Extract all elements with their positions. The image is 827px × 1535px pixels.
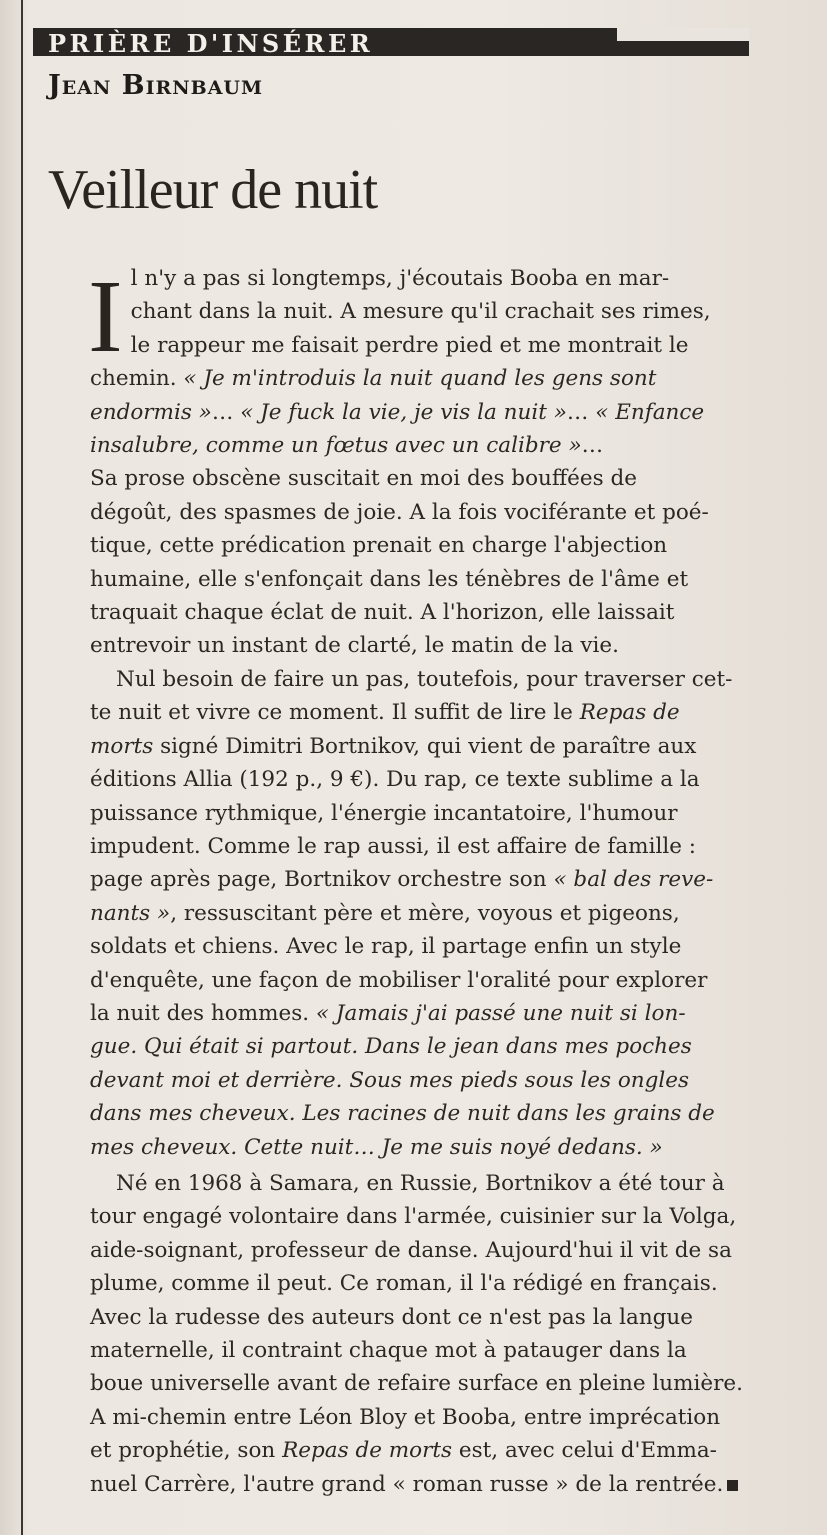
text-span: page après page, Bortnikov orchestre son xyxy=(90,867,554,893)
text-span: est, avec celui d'Emma- xyxy=(452,1438,717,1464)
text-line: impudent. Comme le rap aussi, il est affaire de famille : xyxy=(90,834,696,860)
book-title: morts xyxy=(90,733,154,759)
text-span: et prophétie, son xyxy=(90,1438,283,1464)
end-mark xyxy=(727,1480,738,1491)
article-body-continued xyxy=(90,663,752,1164)
quote-span: nants » xyxy=(90,900,171,926)
text-line: traquait chaque éclat de nuit. A l'horizon, elle laissait xyxy=(90,600,675,626)
quote-line: devant moi et derrière. Sous mes pieds sous les ongles xyxy=(90,1067,690,1093)
text-line: Avec la rudesse des auteurs dont ce n'est pas la langue xyxy=(90,1304,694,1330)
article-body xyxy=(88,259,752,663)
text-span: te nuit et vivre ce moment. Il suffit de lire le xyxy=(90,700,580,726)
article-body-final xyxy=(90,1167,752,1501)
paragraph-2 xyxy=(90,663,752,1164)
quote-span: insalubre, comme un fœtus avec un calibre » xyxy=(90,433,582,459)
text-line xyxy=(90,396,752,429)
quote-span: « Je fuck la vie, je vis la nuit » xyxy=(240,399,567,425)
text-line: boue universelle avant de refaire surface en pleine lumière. xyxy=(90,1371,743,1397)
text-line: entrevoir un instant de clarté, le matin de la vie. xyxy=(90,633,619,659)
book-title: Repas de xyxy=(579,700,680,726)
text-line xyxy=(90,997,752,1030)
quote-span: « Jamais j'ai passé une nuit si lon- xyxy=(315,1001,686,1027)
text-line: humaine, elle s'enfonçait dans les ténèbres de l'âme et xyxy=(90,566,689,592)
text-line: Nul besoin de faire un pas, toutefois, pour traverser cet- xyxy=(116,667,733,692)
text-line: tour engagé volontaire dans l'armée, cuisinier sur la Volga, xyxy=(90,1204,737,1230)
text-span: , ressuscitant père et mère, voyous et pigeons, xyxy=(170,900,680,926)
quote-line: dans mes cheveux. Les racines de nuit dans les grains de xyxy=(90,1101,715,1127)
quote-span: « Je m'introduis la nuit quand les gens sont xyxy=(183,366,657,392)
text-line: d'enquête, une façon de mobiliser l'oralité pour explorer xyxy=(90,967,708,993)
quote-line: gue. Qui était si partout. Dans le jean dans mes poches xyxy=(90,1034,692,1060)
text-line: éditions Allia (192 p., 9 €). Du rap, ce texte sublime a la xyxy=(90,767,700,793)
paragraph-3 xyxy=(90,1167,752,1501)
text-line: tique, cette prédication prenait en charge l'abjection xyxy=(90,533,668,559)
text-line: Sa prose obscène suscitait en moi des bouffées de xyxy=(90,466,637,492)
author-byline: Jean Birnbaum xyxy=(48,70,264,101)
quote-span: « bal des reve- xyxy=(553,867,714,893)
text-line xyxy=(90,696,752,729)
text-line xyxy=(90,730,752,763)
text-span: … xyxy=(211,399,241,425)
article-title: Veilleur de nuit xyxy=(48,159,378,221)
paragraph-1 xyxy=(88,259,752,663)
drop-cap: I xyxy=(88,259,123,374)
text-span: … xyxy=(566,399,596,425)
text-line: chant dans la nuit. A mesure qu'il crachait ses rimes, xyxy=(130,299,711,325)
text-line: plume, comme il peut. Ce roman, il l'a rédigé en français. xyxy=(90,1271,718,1297)
book-title: Repas de morts xyxy=(282,1438,453,1464)
text-line xyxy=(90,863,752,896)
text-span: … xyxy=(581,433,604,459)
text-span: la nuit des hommes. xyxy=(90,1001,316,1027)
text-line: aide-soignant, professeur de danse. Aujourd'hui il vit de sa xyxy=(90,1237,732,1263)
text-line: A mi-chemin entre Léon Bloy et Booba, entre imprécation xyxy=(90,1404,721,1430)
text-line: le rappeur me faisait perdre pied et me montrait le xyxy=(130,332,689,358)
quote-span: « Enfance xyxy=(595,399,705,425)
text-span: signé Dimitri Bortnikov, qui vient de paraître aux xyxy=(153,733,697,759)
text-line: Né en 1968 à Samara, en Russie, Bortnikov a été tour à xyxy=(116,1171,725,1196)
text-line xyxy=(90,897,752,930)
text-line xyxy=(90,1468,752,1501)
quote-line: mes cheveux. Cette nuit… Je me suis noyé dedans. » xyxy=(90,1134,663,1160)
text-line: puissance rythmique, l'énergie incantatoire, l'humour xyxy=(90,800,678,826)
text-span: chemin. xyxy=(90,366,184,392)
text-line: soldats et chiens. Avec le rap, il partage enfin un style xyxy=(90,934,682,960)
column-rule xyxy=(21,0,23,1535)
text-span: nuel Carrère, l'autre grand « roman russe » de la rentrée. xyxy=(90,1471,724,1497)
text-line xyxy=(90,429,752,462)
text-line xyxy=(90,362,752,395)
rubric-label: PRIÈRE D'INSÉRER xyxy=(48,29,374,58)
text-line xyxy=(90,1434,752,1467)
text-line: dégoût, des spasmes de joie. A la fois vociférante et poé- xyxy=(90,499,709,525)
text-line: maternelle, il contraint chaque mot à patauger dans la xyxy=(90,1338,687,1364)
text-line: l n'y a pas si longtemps, j'écoutais Booba en mar- xyxy=(130,266,670,291)
quote-span: endormis » xyxy=(90,399,212,425)
